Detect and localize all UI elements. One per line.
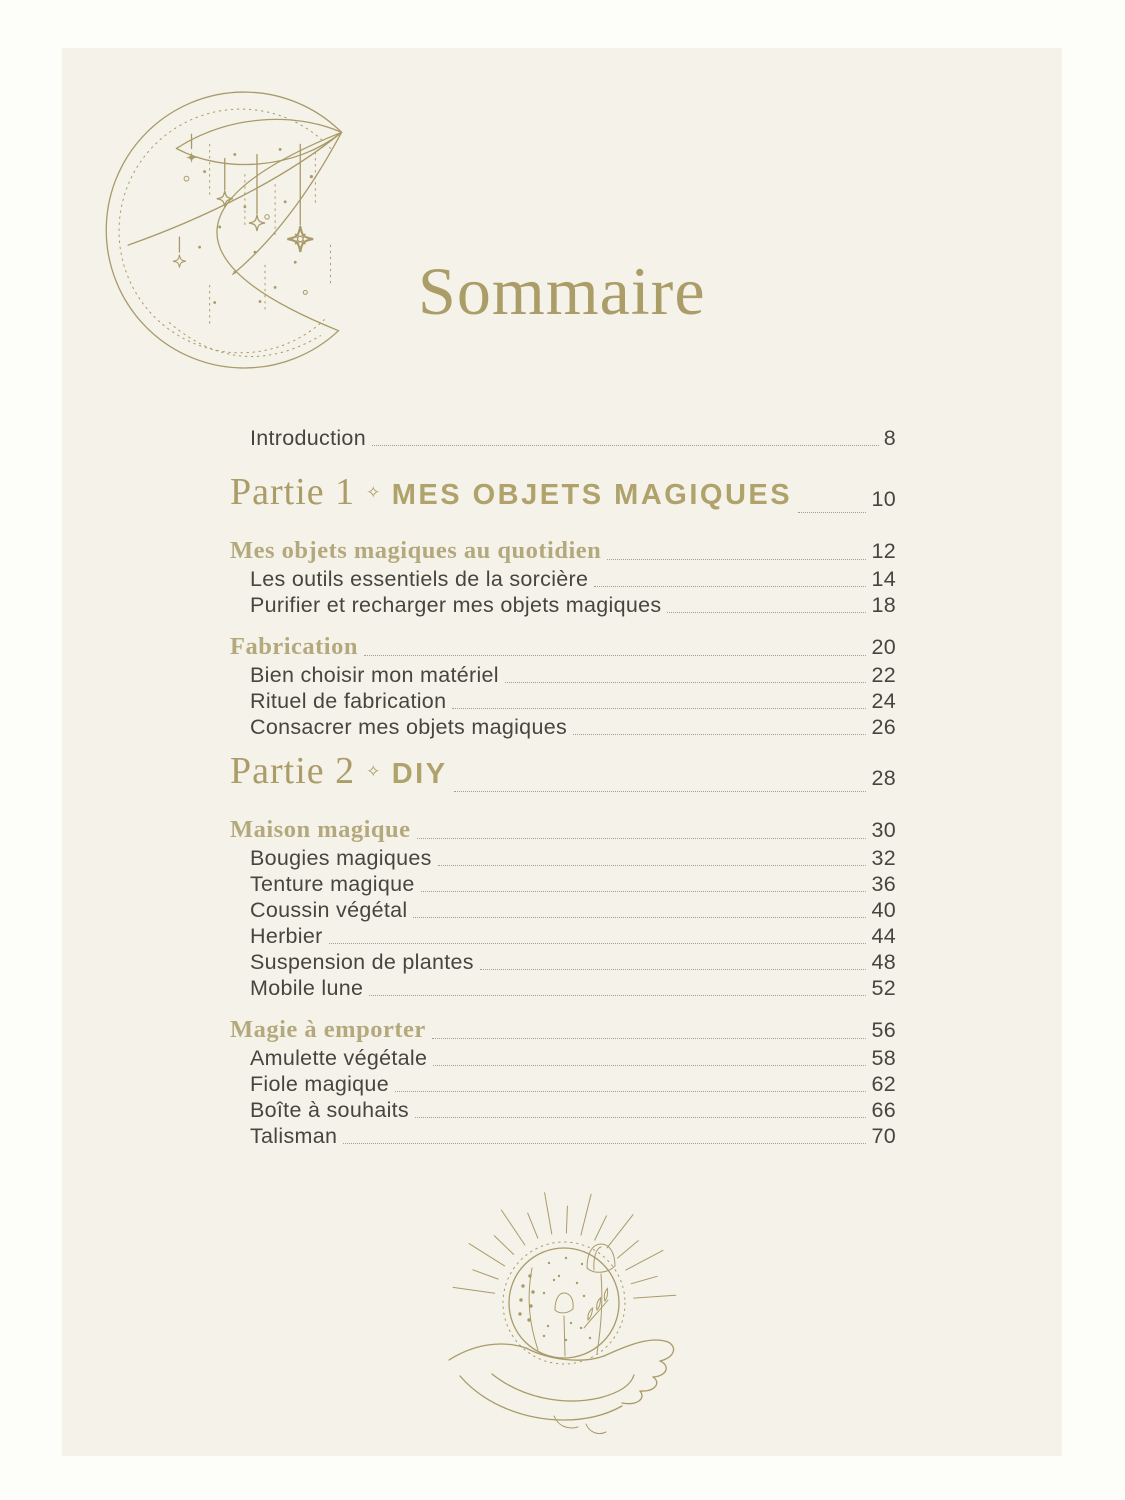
toc-entry-label: Introduction: [250, 426, 366, 450]
toc-page-number: 24: [871, 689, 896, 713]
toc-page-number: 44: [871, 924, 896, 948]
dotted-leader: [505, 682, 867, 683]
dotted-leader: [452, 708, 866, 709]
toc-entry: [230, 1071, 896, 1097]
dotted-leader: [454, 791, 867, 792]
toc-entry-label: Fiole magique: [250, 1072, 389, 1096]
toc-entry: [230, 425, 896, 451]
book-page: [62, 48, 1062, 1456]
toc-part-label: [230, 748, 448, 801]
dotted-leader: [415, 1117, 866, 1118]
toc-page-number: 20: [871, 635, 896, 659]
dotted-leader: [798, 512, 866, 513]
toc-page-number: 18: [871, 593, 896, 617]
toc-entry: [230, 566, 896, 592]
toc-page-number: 58: [871, 1046, 896, 1070]
dotted-leader: [417, 838, 867, 839]
toc-entry: [230, 536, 896, 566]
toc-part-label: [230, 469, 792, 522]
toc-entry: [230, 949, 896, 975]
part-prefix: Partie 2: [230, 750, 356, 792]
toc-page-number: 62: [871, 1072, 896, 1096]
dotted-leader: [413, 917, 866, 918]
dotted-leader: [433, 1065, 866, 1066]
toc-entry-label: Maison magique: [230, 816, 411, 843]
toc-entry: [230, 815, 896, 845]
toc-entry-label: Magie à emporter: [230, 1016, 426, 1043]
toc-entry-label: Suspension de plantes: [250, 950, 474, 974]
toc-entry-label: Tenture magique: [250, 872, 415, 896]
toc-entry-label: Mes objets magiques au quotidien: [230, 537, 602, 564]
toc-entry-label: Herbier: [250, 924, 323, 948]
toc-entry-label: Purifier et recharger mes objets magiques: [250, 593, 662, 617]
crescent-moon-illustration: [114, 86, 406, 378]
dotted-leader: [395, 1091, 867, 1092]
toc-entry: [230, 632, 896, 662]
toc-page-number: 26: [871, 715, 896, 739]
toc-page-number: 28: [871, 766, 896, 790]
toc-entry: [230, 1097, 896, 1123]
dotted-leader: [594, 586, 866, 587]
toc-entry: [230, 1045, 896, 1071]
toc-page-number: 36: [871, 872, 896, 896]
toc-entry-label: Coussin végétal: [250, 898, 408, 922]
toc-page-number: 66: [871, 1098, 896, 1122]
toc-entry: [230, 897, 896, 923]
dotted-leader: [438, 865, 867, 866]
toc-entry: [230, 1015, 896, 1045]
toc-entry-label: Talisman: [250, 1124, 338, 1148]
dotted-leader: [573, 734, 866, 735]
toc-entry-label: Boîte à souhaits: [250, 1098, 409, 1122]
toc-entry-label: Consacrer mes objets magiques: [250, 715, 568, 739]
toc-entry-label: Rituel de fabrication: [250, 689, 447, 713]
toc-entry-label: Mobile lune: [250, 976, 364, 1000]
toc-entry-label: Les outils essentiels de la sorcière: [250, 567, 589, 591]
toc-entry: [230, 871, 896, 897]
dotted-leader: [607, 559, 866, 560]
toc-part-heading: [230, 469, 896, 522]
toc-entry: [230, 714, 896, 740]
toc-page-number: 32: [871, 846, 896, 870]
toc-page-number: 70: [871, 1124, 896, 1148]
dotted-leader: [421, 891, 867, 892]
toc-page-number: 12: [871, 539, 896, 563]
toc-page-number: 22: [871, 663, 896, 687]
part-prefix: Partie 1: [230, 471, 356, 513]
toc-page-number: 48: [871, 950, 896, 974]
hand-crystal-ball-illustration: [434, 1188, 694, 1440]
toc-entry-label: Bougies magiques: [250, 846, 432, 870]
part-title: DIY: [391, 758, 448, 790]
dotted-leader: [343, 1143, 866, 1144]
sparkle-separator-icon: ✧: [366, 762, 381, 781]
dotted-leader: [369, 995, 866, 996]
toc-entry: [230, 1123, 896, 1149]
toc-page-number: 8: [883, 426, 896, 450]
toc-entry-label: Fabrication: [230, 633, 358, 660]
dotted-leader: [372, 445, 879, 446]
toc-entry: [230, 592, 896, 618]
toc-entry: [230, 923, 896, 949]
toc-page-number: 14: [871, 567, 896, 591]
toc-entry-label: Amulette végétale: [250, 1046, 428, 1070]
toc-entry: [230, 688, 896, 714]
dotted-leader: [432, 1038, 867, 1039]
toc-entry: [230, 975, 896, 1001]
dotted-leader: [329, 943, 867, 944]
toc-list: [230, 425, 896, 1149]
dotted-leader: [667, 612, 866, 613]
toc-entry: [230, 662, 896, 688]
dotted-leader: [480, 969, 867, 970]
toc-part-heading: [230, 748, 896, 801]
sparkle-separator-icon: ✧: [366, 483, 381, 502]
part-title: MES OBJETS MAGIQUES: [391, 479, 793, 511]
toc-page-number: 10: [871, 487, 896, 511]
page-title: Sommaire: [418, 253, 706, 329]
toc-page-number: 40: [871, 898, 896, 922]
toc-entry-label: Bien choisir mon matériel: [250, 663, 499, 687]
toc-page-number: 30: [871, 818, 896, 842]
dotted-leader: [364, 655, 866, 656]
toc-entry: [230, 845, 896, 871]
toc-page-number: 52: [871, 976, 896, 1000]
toc-page-number: 56: [871, 1018, 896, 1042]
